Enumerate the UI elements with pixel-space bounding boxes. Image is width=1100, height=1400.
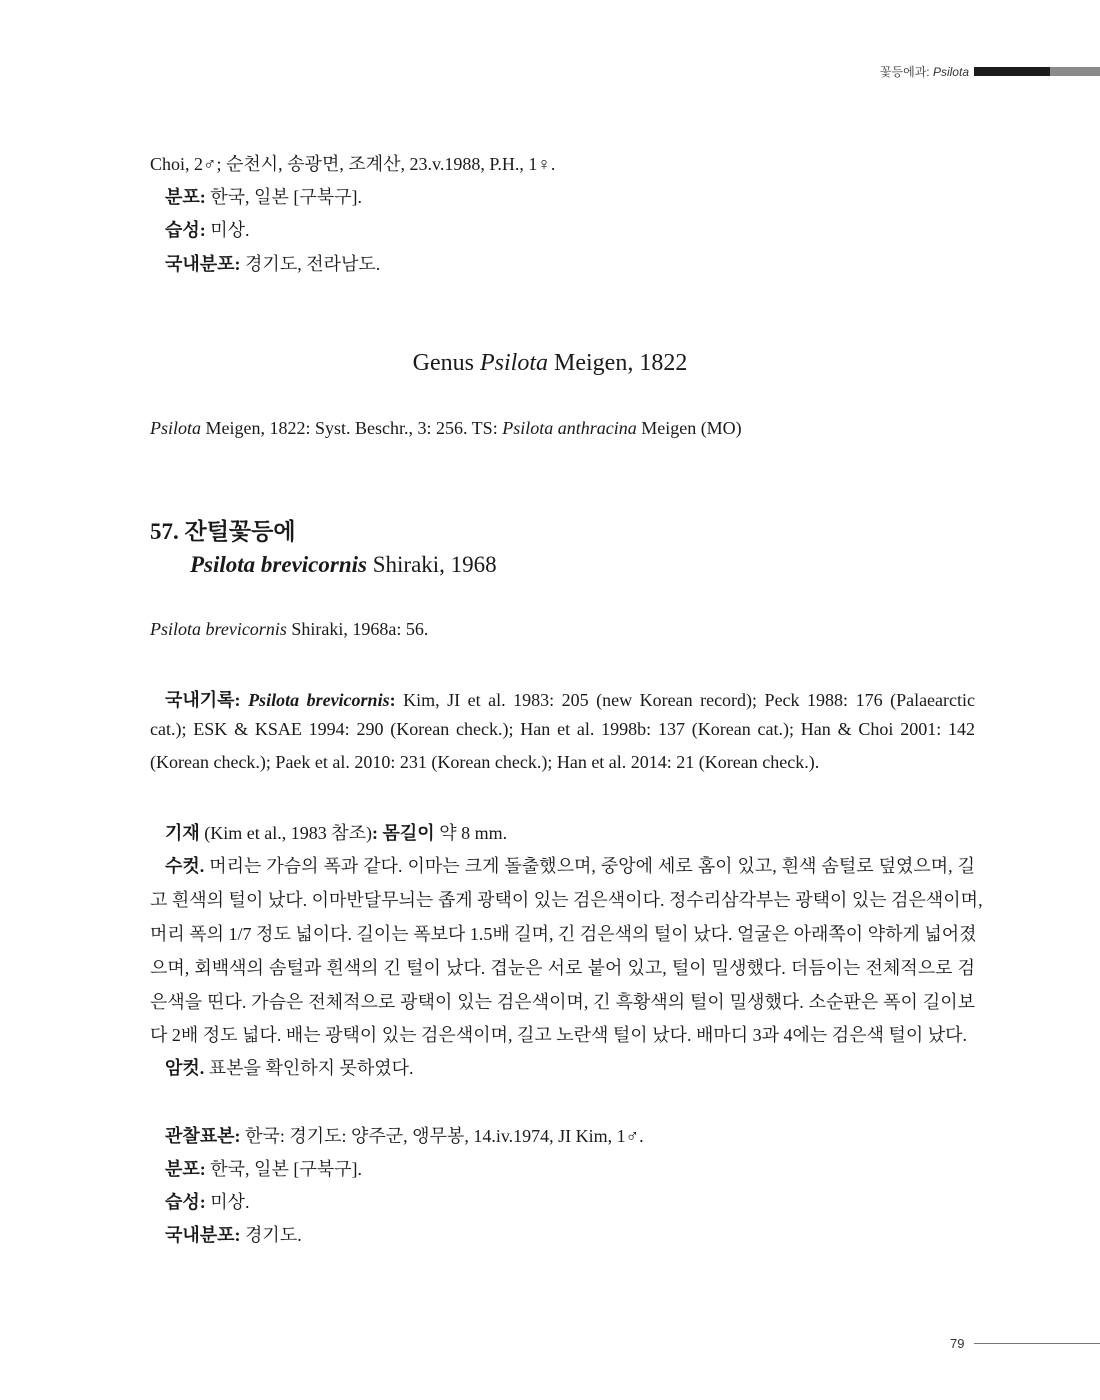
records-line-2: cat.); ESK & KSAE 1994: 290 (Korean check.); Han et al. 1998b: 137 (Korean cat.); Han & Choi 2001: 142 bbox=[150, 719, 975, 739]
body-length-value: 약 8 mm. bbox=[434, 823, 508, 843]
genus-ref-name: Psilota bbox=[150, 418, 202, 438]
species-synonym bbox=[150, 619, 428, 640]
distribution-label: 분포: bbox=[165, 187, 206, 207]
species-distribution-label: 분포: bbox=[165, 1159, 206, 1179]
species-habit-line bbox=[165, 1188, 250, 1214]
specimens-line bbox=[165, 1122, 644, 1148]
synonym-name: Psilota brevicornis bbox=[150, 619, 287, 639]
genus-ref-suffix: Meigen (MO) bbox=[636, 418, 742, 438]
species-distribution-value: 한국, 일본 [구북구]. bbox=[205, 1159, 362, 1179]
species-habit-label: 습성: bbox=[165, 1192, 206, 1212]
records-text-1: Kim, JI et al. 1983: 205 (new Korean record); Peck 1988: 176 (Palaearctic bbox=[395, 690, 976, 710]
distribution-line bbox=[165, 183, 362, 209]
korean-distribution-label: 국내분포: bbox=[165, 254, 241, 274]
genus-name: Psilota bbox=[480, 350, 549, 376]
specimens-label: 관찰표본: bbox=[165, 1126, 241, 1146]
page-number: 79 bbox=[950, 1335, 965, 1351]
records-line-1 bbox=[165, 686, 975, 712]
body-length-label: : 몸길이 bbox=[372, 823, 435, 843]
species-korean-distribution-label: 국내분포: bbox=[165, 1225, 241, 1245]
species-number-name: 57. 잔털꽃등에 bbox=[150, 519, 296, 544]
male-line-3: 머리 폭의 1/7 정도 넓이다. 길이는 폭보다 1.5배 길며, 긴 검은색의 털이 났다. 얼굴은 아래쪽이 약하게 넓어졌 bbox=[150, 924, 977, 944]
korean-distribution-value: 경기도, 전라남도. bbox=[240, 254, 381, 274]
genus-reference bbox=[150, 418, 742, 439]
female-value: 표본을 확인하지 못하였다. bbox=[204, 1058, 414, 1078]
species-sci-name: Psilota brevicornis bbox=[190, 552, 367, 577]
header-family-korean: 꽃등에과: bbox=[879, 64, 933, 79]
species-scientific-name bbox=[190, 552, 497, 578]
male-label: 수컷. bbox=[165, 856, 205, 876]
description-reference: (Kim et al., 1983 참조) bbox=[199, 823, 373, 843]
records-species-name: Psilota brevicornis bbox=[248, 690, 390, 710]
records-colon: : bbox=[389, 690, 396, 710]
genus-ref-citation: Meigen, 1822: Syst. Beschr., 3: 256. TS: bbox=[201, 418, 503, 438]
genus-heading bbox=[0, 350, 1100, 377]
habit-line bbox=[165, 216, 250, 242]
records-label: 국내기록: bbox=[165, 690, 241, 710]
male-line-5: 은색을 띤다. 가슴은 전체적으로 광택이 있는 검은색이며, 긴 흑황색의 털이 밀생했다. 소순판은 폭이 길이보 bbox=[150, 992, 975, 1012]
species-distribution-line bbox=[165, 1155, 362, 1181]
description-label: 기재 bbox=[165, 823, 200, 843]
korean-distribution-line bbox=[165, 250, 380, 276]
header-bar-dark bbox=[974, 67, 1050, 76]
species-habit-value: 미상. bbox=[205, 1192, 250, 1212]
male-line-4: 으며, 회백색의 솜털과 흰색의 긴 털이 났다. 겹눈은 서로 붙어 있고, 털이 밀생했다. 더듬이는 전체적으로 검 bbox=[150, 958, 975, 978]
page-footer bbox=[950, 1335, 1100, 1351]
species-korean-distribution-line bbox=[165, 1221, 302, 1247]
male-line-2: 고 흰색의 털이 났다. 이마반달무늬는 좁게 광택이 있는 검은색이다. 정수리삼각부는 광택이 있는 검은색이며, bbox=[150, 890, 983, 910]
distribution-value: 한국, 일본 [구북구]. bbox=[205, 187, 362, 207]
footer-rule bbox=[974, 1343, 1100, 1344]
habit-label: 습성: bbox=[165, 220, 206, 240]
genus-ref-type-species: Psilota anthracina bbox=[502, 418, 637, 438]
male-line-1 bbox=[165, 852, 975, 878]
habit-value: 미상. bbox=[205, 220, 250, 240]
header-genus-latin: Psilota bbox=[932, 64, 969, 79]
description-line bbox=[165, 819, 507, 845]
specimens-value: 한국: 경기도: 양주군, 앵무봉, 14.iv.1974, JI Kim, 1♂. bbox=[240, 1126, 644, 1146]
records-line-3: (Korean check.); Paek et al. 2010: 231 (Korean check.); Han et al. 2014: 21 (Korean check.). bbox=[150, 752, 820, 772]
female-label: 암컷. bbox=[165, 1058, 205, 1078]
genus-prefix: Genus bbox=[412, 350, 480, 376]
specimen-continuation: Choi, 2♂; 순천시, 송광면, 조계산, 23.v.1988, P.H., 1♀. bbox=[150, 154, 556, 174]
male-text-1: 머리는 가슴의 폭과 같다. 이마는 크게 돌출했으며, 중앙에 세로 홈이 있고, 흰색 솜털로 덮였으며, 길 bbox=[204, 856, 975, 876]
running-header bbox=[880, 63, 1100, 79]
species-korean-distribution-value: 경기도. bbox=[240, 1225, 302, 1245]
genus-author: Meigen, 1822 bbox=[548, 350, 688, 376]
header-bar-grey bbox=[1050, 67, 1100, 76]
running-header-text bbox=[880, 63, 969, 80]
male-line-6: 다 2배 정도 넓다. 배는 광택이 있는 검은색이며, 길고 노란색 털이 났다. 배마디 3과 4에는 검은색 털이 났다. bbox=[150, 1025, 968, 1045]
species-author: Shiraki, 1968 bbox=[366, 552, 497, 577]
female-line bbox=[165, 1054, 414, 1080]
synonym-reference: Shiraki, 1968a: 56. bbox=[286, 619, 429, 639]
